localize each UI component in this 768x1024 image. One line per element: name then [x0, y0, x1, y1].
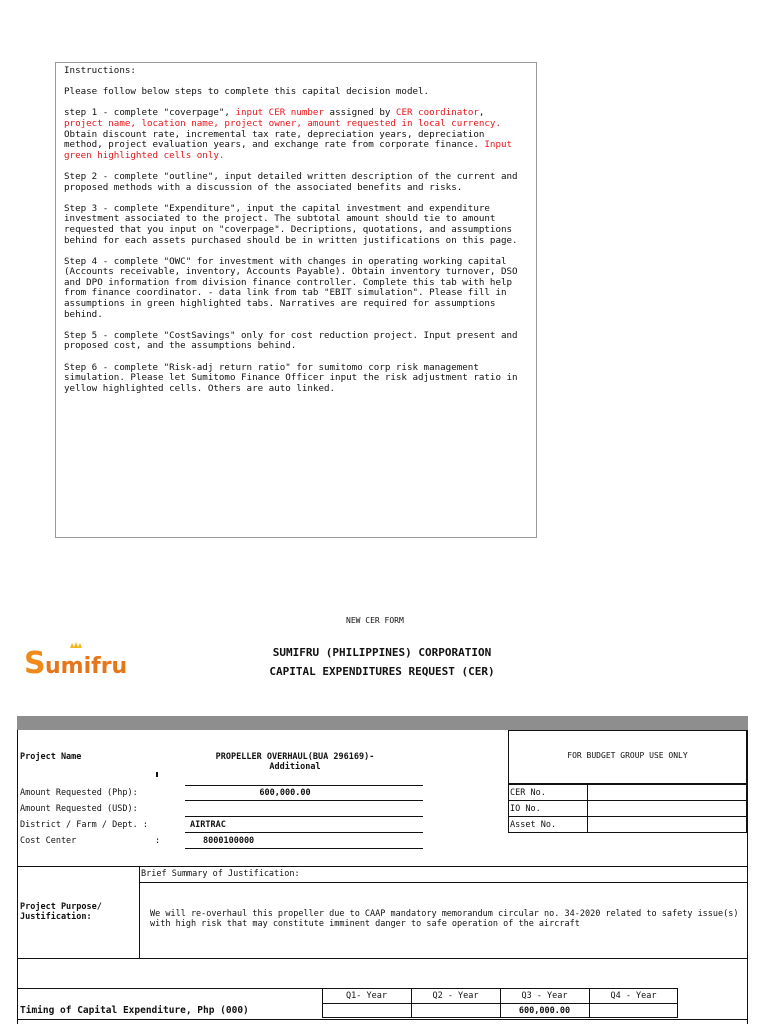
project-name-value[interactable]: PROPELLER OVERHAUL(BUA 296169)- Additional [215, 752, 375, 772]
instructions-box [55, 62, 537, 538]
cost-center-colon: : [155, 836, 161, 846]
step1-text-c: assigned by [324, 107, 396, 119]
row-line [17, 988, 322, 989]
form-right-border [747, 730, 748, 1024]
col-line [139, 866, 140, 958]
io-no-label: IO No. [510, 804, 541, 814]
crown-icon [70, 642, 82, 648]
instructions-step6: Step 6 - complete "Risk-adj return ratio" for sumitomo corp risk management simulation. Please let Sumitomo Finance Officer input the risk adjustment ratio in yellow highlighted cells. Others are auto linked. [64, 361, 518, 394]
section-line [17, 958, 748, 959]
col-line [587, 784, 588, 833]
underline [185, 832, 423, 833]
svg-text:umifru: umifru [45, 654, 128, 679]
step1-text-g: Obtain discount rate, incremental tax rate, depreciation years, depreciation method, project evaluation years, and exchange rate from corporate finance. [64, 128, 485, 151]
district-label: District / Farm / Dept. : [20, 820, 148, 830]
step1-project-fields: project name, location name, project owner, amount requested in local currency. [64, 117, 501, 129]
project-name-label: Project Name [20, 752, 82, 762]
form-title: CAPITAL EXPENDITURES REQUEST (CER) [269, 665, 495, 678]
company-name: SUMIFRU (PHILIPPINES) CORPORATION [272, 646, 492, 659]
form-header-bar [17, 716, 748, 730]
district-value[interactable]: AIRTRAC [190, 820, 226, 830]
row-line [508, 816, 747, 817]
section-line [17, 866, 748, 867]
instructions-intro: Please follow below steps to complete this capital decision model. [64, 86, 430, 98]
row-line [508, 800, 747, 801]
budget-group-label: FOR BUDGET GROUP USE ONLY [567, 751, 688, 760]
cer-no-label: CER No. [510, 788, 546, 798]
instructions-step2: Step 2 - complete "outline", input detailed written description of the current and proposed methods with a discussion of the associated benefits and risks. [64, 170, 518, 193]
cer-no-field[interactable] [589, 786, 745, 799]
timing-label: Timing of Capital Expenditure, Php (000) [20, 1005, 249, 1016]
instructions-title: Instructions: [64, 65, 136, 76]
form-left-border [17, 730, 18, 1024]
underline [185, 785, 423, 786]
step1-text-a: step 1 - complete "coverpage", [64, 107, 236, 119]
svg-text:S: S [24, 646, 46, 681]
amount-php-value[interactable]: 600,000.00 [259, 788, 311, 798]
amount-usd-label: Amount Requested (USD): [20, 804, 138, 814]
brief-summary-label: Brief Summary of Justification: [141, 869, 300, 879]
step1-cer-number: input CER number [235, 107, 324, 119]
cell-marker [156, 772, 158, 777]
cost-center-label: Cost Center [20, 836, 77, 846]
step1-cer-coordinator: CER coordinator [395, 107, 479, 119]
cost-center-value[interactable]: 8000100000 [203, 836, 255, 846]
quarter-value-q3[interactable]: 600,000.00 [518, 1006, 571, 1016]
quarter-header-q2: Q2 - Year [432, 991, 479, 1001]
purpose-label: Project Purpose/ Justification: [20, 902, 102, 922]
instructions-step5: Step 5 - complete "CostSavings" only for cost reduction project. Input present and proposed cost, and the assumptions behind. [64, 329, 518, 352]
row-line [139, 882, 748, 883]
sumifru-logo [24, 641, 134, 681]
quarter-header-q4: Q4 - Year [610, 991, 657, 1001]
instructions-step1 [64, 108, 528, 161]
amount-php-label: Amount Requested (Php): [20, 788, 138, 798]
step1-text-e: , [478, 107, 485, 119]
instructions-step3: Step 3 - complete "Expenditure", input the capital investment and expenditure investment associated to the project. The subtotal amount should tie to amount requested that you input on "coverpage". Decriptions, quotations, and assumptions behind for each assets purchased should be in written justifications on this page. [64, 202, 518, 246]
purpose-text[interactable]: We will re-overhaul this propeller due to CAAP mandatory memorandum circular no. 34-2020 related to safety issue(s) with high risk that may constitute imminent danger to safe operation of the aircraft [150, 909, 739, 929]
asset-no-label: Asset No. [510, 820, 557, 830]
underline [185, 816, 423, 817]
quarter-header-q1: Q1- Year [346, 991, 387, 1001]
io-no-field[interactable] [589, 802, 745, 815]
underline [185, 848, 423, 849]
underline [185, 800, 423, 801]
form-label: NEW CER FORM [346, 616, 404, 625]
step1-green-cells: Input green highlighted cells only. [64, 139, 513, 161]
section-line [17, 1019, 748, 1020]
instructions-step4: Step 4 - complete "OWC" for investment with changes in operating working capital (Accounts receivable, inventory, Accounts Payable). Obtain inventory turnover, DSO and DPO information from division finance controller. Complete this tab with help from finance coordinator. - data link from tab "EBIT simulation". Please fill in assumptions in green highlighted tabs. Narratives are required for assumptions behind. [64, 255, 518, 320]
quarter-header-q3: Q3 - Year [521, 991, 568, 1001]
asset-no-field[interactable] [589, 818, 745, 831]
